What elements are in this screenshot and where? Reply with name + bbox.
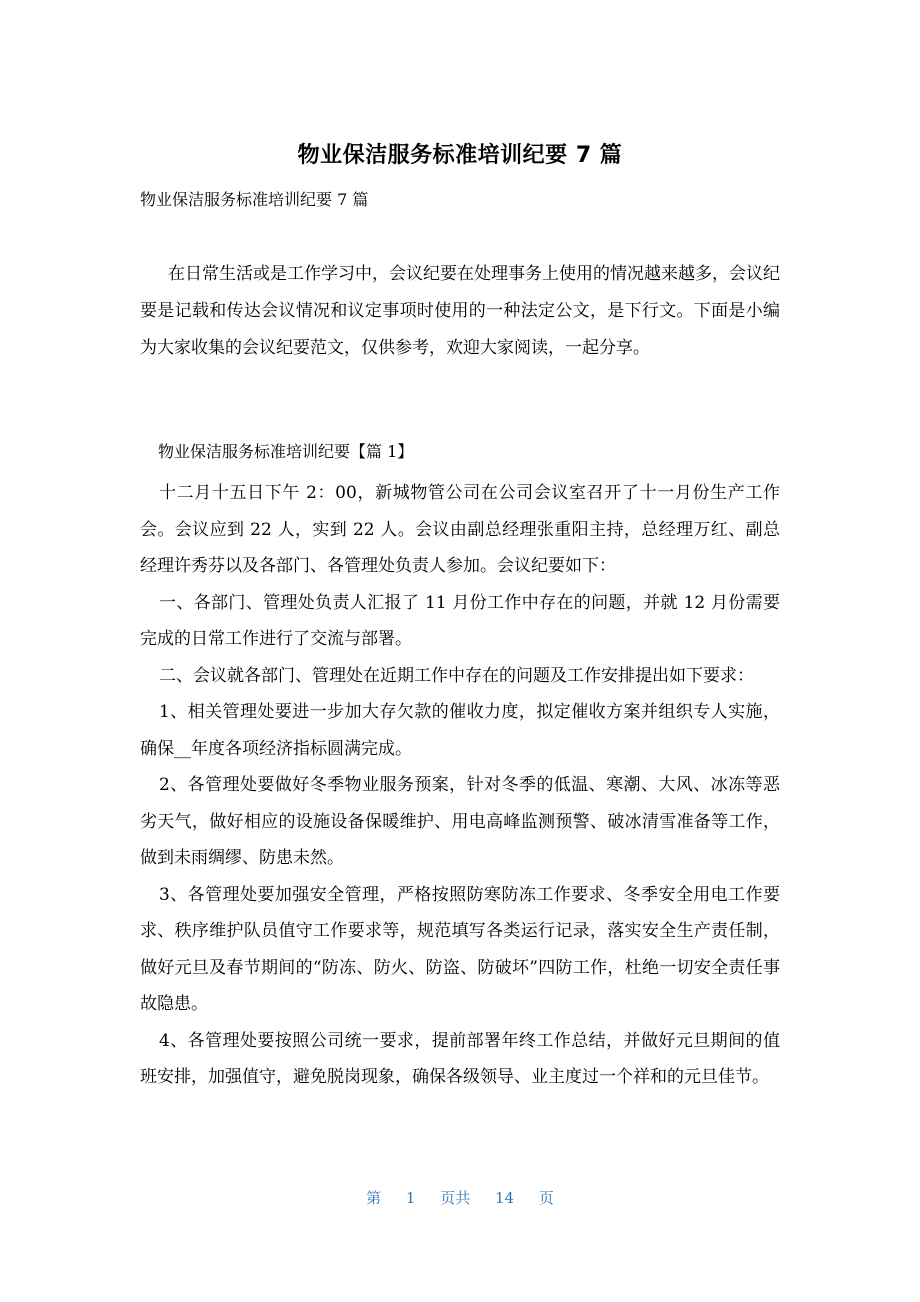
footer-total-pages: 14 xyxy=(495,1189,515,1207)
intro-paragraph: 在日常生活或是工作学习中，会议纪要在处理事务上使用的情况越来越多，会议纪要是记载和传达会议情况和议定事项时使用的一种法定公文，是下行文。下面是小编为大家收集的会议纪要范文，仅供参考，欢迎大家阅读，一起分享。 xyxy=(140,264,780,358)
paragraph-item-one: 一、各部门、管理处负责人汇报了 11 月份工作中存在的问题，并就 12 月份需要完成的日常工作进行了交流与部署。 xyxy=(140,592,780,649)
paragraph-requirement-4: 4、各管理处要按照公司统一要求，提前部署年终工作总结，并做好元旦期间的值班安排，加强值守，避免脱岗现象，确保各级领导、业主度过一个祥和的元旦佳节。 xyxy=(140,1030,780,1087)
paragraph-item-two: 二、会议就各部门、管理处在近期工作中存在的问题及工作安排提出如下要求： xyxy=(159,665,754,686)
paragraph-requirement-3: 3、各管理处要加强安全管理，严格按照防寒防冻工作要求、冬季安全用电工作要求、秩序维护队员值守工作要求等，规范填写各类运行记录，落实安全生产责任制，做好元旦及春节期间的“防冻、防火、防盗、防破坏”四防工作，杜绝一切安全责任事故隐患。 xyxy=(140,884,780,1014)
footer-prefix: 第 xyxy=(366,1189,382,1207)
footer-suffix: 页 xyxy=(538,1189,554,1207)
document-subtitle: 物业保洁服务标准培训纪要 7 篇 xyxy=(140,190,369,209)
body-text xyxy=(140,475,780,1096)
paragraph-requirement-2: 2、各管理处要做好冬季物业服务预案，针对冬季的低温、寒潮、大风、冰冻等恶劣天气，做好相应的设施设备保暖维护、用电高峰监测预警、破冰清雪准备等工作，做到未雨绸缪、防患未然。 xyxy=(140,775,780,868)
footer-middle: 页共 xyxy=(440,1189,471,1207)
document-title: 物业保洁服务标准培训纪要 7 篇 xyxy=(297,143,623,168)
page-footer xyxy=(0,1186,920,1210)
paragraph-requirement-1: 1、相关管理处要进一步加大存欠款的催收力度，拟定催收方案并组织专人实施，确保__年度各项经济指标圆满完成。 xyxy=(140,702,780,759)
footer-page-number: 1 xyxy=(405,1189,416,1207)
paragraph-meeting-info: 十二月十五日下午 2：00，新城物管公司在公司会议室召开了十一月份生产工作会。会议应到 22 人，实到 22 人。会议由副总经理张重阳主持，总经理万红、副总经理许秀芬以及各部门、各管理处负责人参加。会议纪要如下： xyxy=(140,483,780,576)
section-title: 物业保洁服务标准培训纪要【篇 1】 xyxy=(158,442,414,461)
